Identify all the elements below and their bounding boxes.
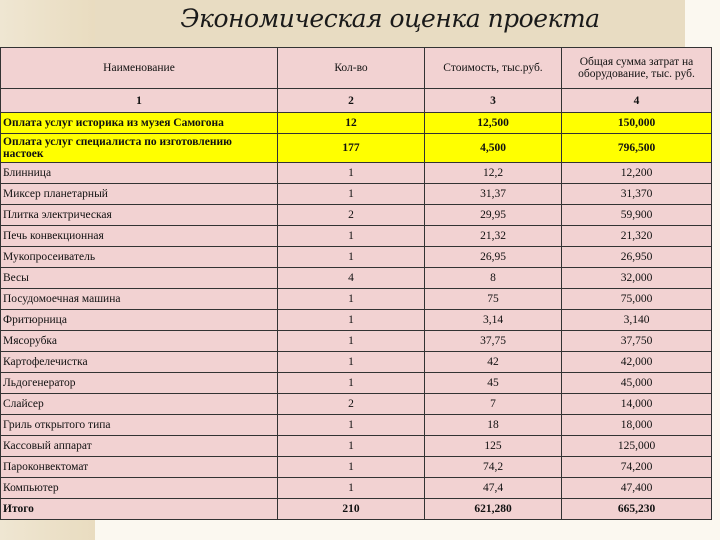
cell-qty: 4 xyxy=(278,268,425,289)
table-row xyxy=(1,113,712,134)
cell-price: 12,2 xyxy=(425,163,562,184)
cell-total: 21,320 xyxy=(562,226,712,247)
cell-price: 31,37 xyxy=(425,184,562,205)
cell-qty: 1 xyxy=(278,436,425,457)
cell-price: 3,14 xyxy=(425,310,562,331)
cell-qty: 1 xyxy=(278,352,425,373)
cell-total: 14,000 xyxy=(562,394,712,415)
cell-total: 12,200 xyxy=(562,163,712,184)
cell-total: 45,000 xyxy=(562,373,712,394)
cell-total: 796,500 xyxy=(562,134,712,163)
cell-qty: 1 xyxy=(278,184,425,205)
table-row xyxy=(1,163,712,184)
column-number: 1 xyxy=(1,89,278,113)
cell-name: Итого xyxy=(1,499,278,520)
cell-qty: 1 xyxy=(278,331,425,352)
cell-price: 18 xyxy=(425,415,562,436)
table-row xyxy=(1,352,712,373)
table-row xyxy=(1,134,712,163)
cell-qty: 1 xyxy=(278,226,425,247)
cell-total: 31,370 xyxy=(562,184,712,205)
cell-name: Льдогенератор xyxy=(1,373,278,394)
cell-qty: 1 xyxy=(278,310,425,331)
cell-name: Печь конвекционная xyxy=(1,226,278,247)
cell-price: 621,280 xyxy=(425,499,562,520)
cell-price: 125 xyxy=(425,436,562,457)
table-row xyxy=(1,331,712,352)
cell-price: 75 xyxy=(425,289,562,310)
cell-qty: 12 xyxy=(278,113,425,134)
cell-qty: 2 xyxy=(278,205,425,226)
cell-total: 125,000 xyxy=(562,436,712,457)
cell-qty: 1 xyxy=(278,289,425,310)
cell-price: 74,2 xyxy=(425,457,562,478)
cell-name: Миксер планетарный xyxy=(1,184,278,205)
cell-qty: 1 xyxy=(278,373,425,394)
cell-price: 45 xyxy=(425,373,562,394)
cell-total: 150,000 xyxy=(562,113,712,134)
table-row xyxy=(1,310,712,331)
table-row xyxy=(1,205,712,226)
cell-price: 7 xyxy=(425,394,562,415)
column-number: 4 xyxy=(562,89,712,113)
cell-price: 47,4 xyxy=(425,478,562,499)
cell-price: 21,32 xyxy=(425,226,562,247)
cell-price: 8 xyxy=(425,268,562,289)
cell-name: Пароконвектомат xyxy=(1,457,278,478)
cell-qty: 1 xyxy=(278,478,425,499)
cost-table xyxy=(0,47,712,520)
cell-name: Картофелечистка xyxy=(1,352,278,373)
cell-qty: 1 xyxy=(278,415,425,436)
cell-name: Мукопросеиватель xyxy=(1,247,278,268)
cell-name: Слайсер xyxy=(1,394,278,415)
cell-name: Мясорубка xyxy=(1,331,278,352)
cell-total: 37,750 xyxy=(562,331,712,352)
table-row xyxy=(1,247,712,268)
cell-name: Фритюрница xyxy=(1,310,278,331)
cell-total: 47,400 xyxy=(562,478,712,499)
column-number: 2 xyxy=(278,89,425,113)
cell-qty: 210 xyxy=(278,499,425,520)
cell-total: 32,000 xyxy=(562,268,712,289)
cell-price: 29,95 xyxy=(425,205,562,226)
cell-qty: 2 xyxy=(278,394,425,415)
header-name: Наименование xyxy=(1,48,278,89)
cell-qty: 1 xyxy=(278,163,425,184)
table-row xyxy=(1,289,712,310)
table-row xyxy=(1,478,712,499)
cell-total: 26,950 xyxy=(562,247,712,268)
totals-row xyxy=(1,499,712,520)
cell-price: 37,75 xyxy=(425,331,562,352)
cell-total: 665,230 xyxy=(562,499,712,520)
cell-qty: 1 xyxy=(278,457,425,478)
header-price: Стоимость, тыс.руб. xyxy=(425,48,562,89)
header-total: Общая сумма затрат на оборудование, тыс. руб. xyxy=(562,48,712,89)
column-number-row xyxy=(1,89,712,113)
table-row xyxy=(1,184,712,205)
header-row xyxy=(1,48,712,89)
cell-name: Посудомоечная машина xyxy=(1,289,278,310)
table-row xyxy=(1,415,712,436)
cell-name: Плитка электрическая xyxy=(1,205,278,226)
cell-total: 75,000 xyxy=(562,289,712,310)
cell-name: Блинница xyxy=(1,163,278,184)
cell-qty: 1 xyxy=(278,247,425,268)
table-row xyxy=(1,373,712,394)
cell-name: Гриль открытого типа xyxy=(1,415,278,436)
cell-name: Оплата услуг специалиста по изготовлению настоек xyxy=(1,134,278,163)
cell-name: Компьютер xyxy=(1,478,278,499)
cell-qty: 177 xyxy=(278,134,425,163)
cell-price: 26,95 xyxy=(425,247,562,268)
cell-total: 59,900 xyxy=(562,205,712,226)
cell-price: 42 xyxy=(425,352,562,373)
table-row xyxy=(1,226,712,247)
table-row xyxy=(1,457,712,478)
cell-total: 3,140 xyxy=(562,310,712,331)
table-row xyxy=(1,394,712,415)
column-number: 3 xyxy=(425,89,562,113)
table-row xyxy=(1,436,712,457)
cell-total: 42,000 xyxy=(562,352,712,373)
cell-total: 74,200 xyxy=(562,457,712,478)
table-row xyxy=(1,268,712,289)
cell-name: Оплата услуг историка из музея Самогона xyxy=(1,113,278,134)
cell-name: Весы xyxy=(1,268,278,289)
cell-price: 12,500 xyxy=(425,113,562,134)
cell-total: 18,000 xyxy=(562,415,712,436)
cell-price: 4,500 xyxy=(425,134,562,163)
cell-name: Кассовый аппарат xyxy=(1,436,278,457)
header-qty: Кол-во xyxy=(278,48,425,89)
page-title: Экономическая оценка проекта xyxy=(180,4,600,33)
